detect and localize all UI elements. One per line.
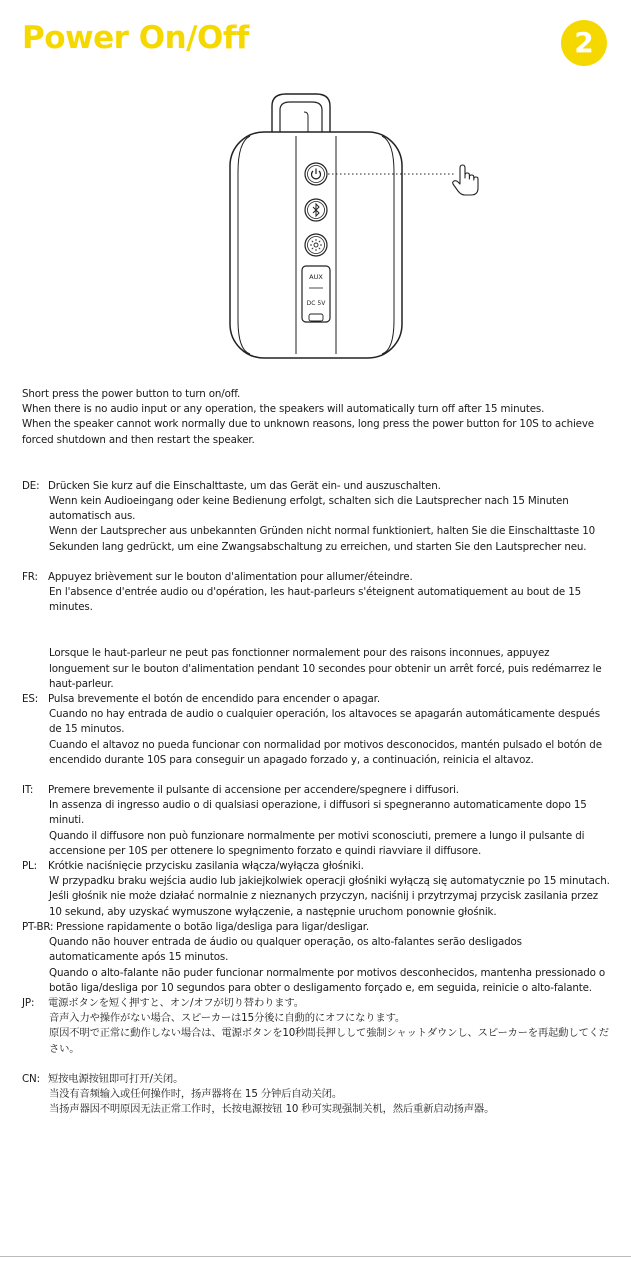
power-button bbox=[305, 163, 327, 185]
page-number-badge: 2 bbox=[561, 20, 607, 66]
english-line-3: When the speaker cannot work normally due to unknown reasons, long press the power button for 10S to achieve forced shutdown and then restart the speaker. bbox=[22, 418, 594, 446]
lang-section-it bbox=[22, 783, 612, 859]
lang-line: Premere brevemente il pulsante di accensione per accendere/spegnere i diffusori. bbox=[48, 784, 459, 797]
lang-code: JP: bbox=[22, 996, 35, 1009]
lang-line: Cuando el altavoz no pueda funcionar con normalidad por motivos desconocidos, mantén pulsado el botón de encendido durante 10S para conseguir un apagado forzado y, a continuación, reinicia el altavoz. bbox=[49, 738, 602, 766]
lang-line: Pressione rapidamente o botão liga/desliga para ligar/desligar. bbox=[56, 920, 370, 933]
lang-section-es bbox=[22, 692, 612, 768]
lang-line: Drücken Sie kurz auf die Einschalttaste, um das Gerät ein- und auszuschalten. bbox=[48, 479, 441, 492]
lang-line: 原因不明で正常に動作しない場合は、電源ボタンを10秒間長押しして強制シャットダウンし、スピーカーを再起動してください。 bbox=[49, 1027, 609, 1055]
lang-code: PL: bbox=[22, 860, 37, 873]
lang-line: Pulsa brevemente el botón de encendido para encender o apagar. bbox=[48, 693, 380, 706]
lang-code: CN: bbox=[22, 1072, 40, 1085]
english-line-2: When there is no audio input or any operation, the speakers will automatically turn off after 15 minutes. bbox=[22, 403, 545, 416]
lang-section-cn bbox=[22, 1072, 612, 1118]
bottom-divider bbox=[0, 1256, 631, 1257]
english-line-1: Short press the power button to turn on/off. bbox=[22, 388, 241, 400]
lang-code: DE: bbox=[22, 479, 40, 492]
lang-code: FR: bbox=[22, 570, 38, 583]
lang-line: 当没有音频输入或任何操作时，扬声器将在 15 分钟后自动关闭。 bbox=[49, 1087, 343, 1100]
aux-port-label: AUX bbox=[309, 273, 323, 281]
lang-code: ES: bbox=[22, 693, 39, 706]
instructions-body bbox=[22, 387, 612, 1117]
lang-line: En l'absence d'entrée audio ou d'opération, les haut-parleurs s'éteignent automatiquement au bout de 15 minutes. bbox=[49, 586, 582, 614]
lang-line: 短按电源按钮即可打开/关闭。 bbox=[48, 1072, 184, 1085]
page-title: Power On/Off bbox=[22, 20, 249, 56]
lang-line: Quando o alto-falante não puder funcionar normalmente por motivos desconhecidos, mantenha pressionado o botão liga/desliga por 10 segundos para obter o desligamento forçado e, em seguida, reinicie o alto-falante. bbox=[49, 966, 606, 994]
lang-line: In assenza di ingresso audio o di qualsiasi operazione, i diffusori si spegneranno automaticamente dopo 15 minuti. bbox=[49, 799, 587, 827]
light-button bbox=[305, 234, 327, 256]
lang-section-fr bbox=[22, 570, 612, 692]
lang-line: 電源ボタンを短く押すと、オン/オフが切り替わります。 bbox=[48, 996, 304, 1009]
lang-line: Quando il diffusore non può funzionare normalmente per motivi sconosciuti, premere a lungo il pulsante di accensione per 10S per ottenere lo spegnimento forzato e quindi riavviare il diffusore. bbox=[49, 829, 585, 857]
lang-section-pt-br bbox=[22, 920, 612, 996]
lang-line: W przypadku braku wejścia audio lub jakiejkolwiek operacji głośniki wyłączą się automatycznie po 15 minutach. bbox=[49, 875, 610, 888]
lang-line: Jeśli głośnik nie może działać normalnie z nieznanych przyczyn, naciśnij i przytrzymaj przycisk zasilania przez 10 sekund, aby uzyskać wymuszone wyłączenie, a następnie uruchom ponownie głośnik. bbox=[49, 890, 599, 918]
bluetooth-button bbox=[305, 199, 327, 221]
lang-code: PT-BR: bbox=[22, 920, 54, 933]
hand-pointer-icon bbox=[453, 165, 478, 195]
lang-code: IT: bbox=[22, 784, 34, 797]
dc-port-label: DC 5V bbox=[306, 300, 326, 307]
lang-line: Appuyez brièvement sur le bouton d'alimentation pour allumer/éteindre. bbox=[48, 570, 413, 583]
lang-line: 当扬声器因不明原因无法正常工作时，长按电源按钮 10 秒可实现强制关机，然后重新启动扬声器。 bbox=[49, 1103, 495, 1116]
lang-line: 音声入力や操作がない場合、スピーカーは15分後に自動的にオフになります。 bbox=[49, 1012, 406, 1025]
lang-line: Cuando no hay entrada de audio o cualquier operación, los altavoces se apagarán automáticamente después de 15 minutos. bbox=[49, 708, 600, 736]
port-panel bbox=[302, 266, 330, 322]
lang-section-de bbox=[22, 479, 612, 555]
strap-loop bbox=[272, 94, 330, 132]
lang-line: Wenn der Lautsprecher aus unbekannten Gründen nicht normal funktioniert, halten Sie die Einschalttaste 10 Sekunden lang gedrückt, um eine Zwangsabschaltung zu erreichen, und starten Sie den Lautsprecher neu. bbox=[49, 525, 595, 553]
speaker-illustration bbox=[210, 92, 500, 364]
lang-line: Quando não houver entrada de áudio ou qualquer operação, os alto-falantes serão desligados automaticamente após 15 minutos. bbox=[49, 936, 522, 964]
lang-line: Lorsque le haut-parleur ne peut pas fonctionner normalement pour des raisons inconnues, appuyez longuement sur le bouton d'alimentation pendant 10 secondes pour obtenir un arrêt forcé, puis redémarrez le haut-parleur. bbox=[49, 647, 602, 690]
lang-line: Wenn kein Audioeingang oder keine Bedienung erfolgt, schalten sich die Lautsprecher nach 15 Minuten automatisch aus. bbox=[49, 495, 569, 523]
lang-section-jp bbox=[22, 996, 612, 1057]
lang-section-pl bbox=[22, 859, 612, 920]
lang-line: Krótkie naciśnięcie przycisku zasilania włącza/wyłącza głośniki. bbox=[48, 860, 364, 873]
